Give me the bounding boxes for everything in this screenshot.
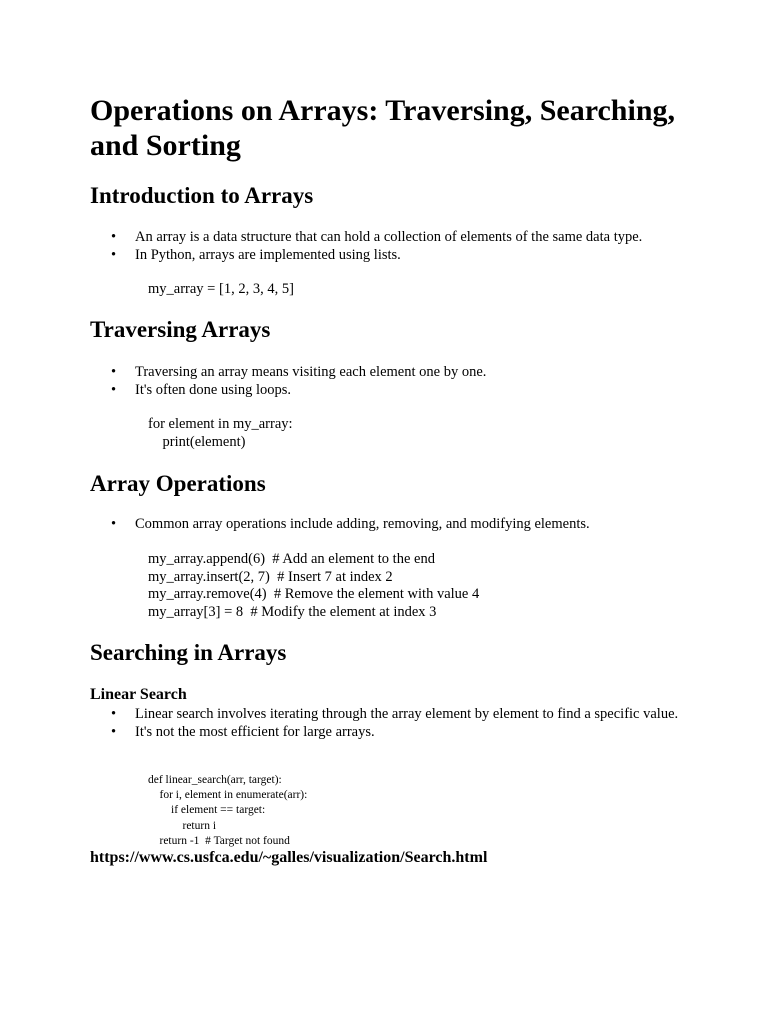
- heading-traversing-arrays: Traversing Arrays: [90, 317, 271, 342]
- list-item: • Common array operations include adding, removing, and modifying elements.: [90, 515, 690, 533]
- list-item: • It's not the most efficient for large arrays.: [90, 723, 690, 741]
- document-title: Operations on Arrays: Traversing, Searching, and Sorting: [90, 94, 675, 162]
- list-item: • Linear search involves iterating through the array element by element to find a specific value.: [90, 705, 690, 723]
- list-item: • In Python, arrays are implemented using lists.: [90, 246, 690, 264]
- code-block-linear-search: def linear_search(arr, target): for i, element in enumerate(arr): if element == target: return i return -1 # Target not found: [148, 774, 308, 847]
- searching-bullet-list: [90, 705, 690, 741]
- subheading-linear-search: Linear Search: [90, 686, 187, 703]
- heading-array-operations: Array Operations: [90, 471, 266, 496]
- visualization-link[interactable]: https://www.cs.usfca.edu/~galles/visualization/Search.html: [90, 849, 488, 866]
- code-block-array-operations: my_array.append(6) # Add an element to the end my_array.insert(2, 7) # Insert 7 at index 2 my_array.remove(4) # Remove the element with value 4 my_array[3] = 8 # Modify the element at index 3: [148, 551, 480, 620]
- list-item: • An array is a data structure that can hold a collection of elements of the same data type.: [90, 228, 690, 246]
- operations-bullet-list: [90, 515, 690, 533]
- code-block-traversal-loop: for element in my_array: print(element): [148, 416, 293, 450]
- traversing-bullet-list: [90, 363, 690, 399]
- list-item: • Traversing an array means visiting each element one by one.: [90, 363, 690, 381]
- heading-searching-in-arrays: Searching in Arrays: [90, 640, 287, 665]
- code-block-array-definition: my_array = [1, 2, 3, 4, 5]: [148, 281, 294, 297]
- heading-introduction-to-arrays: Introduction to Arrays: [90, 183, 314, 208]
- list-item: • It's often done using loops.: [90, 381, 690, 399]
- intro-bullet-list: [90, 228, 690, 264]
